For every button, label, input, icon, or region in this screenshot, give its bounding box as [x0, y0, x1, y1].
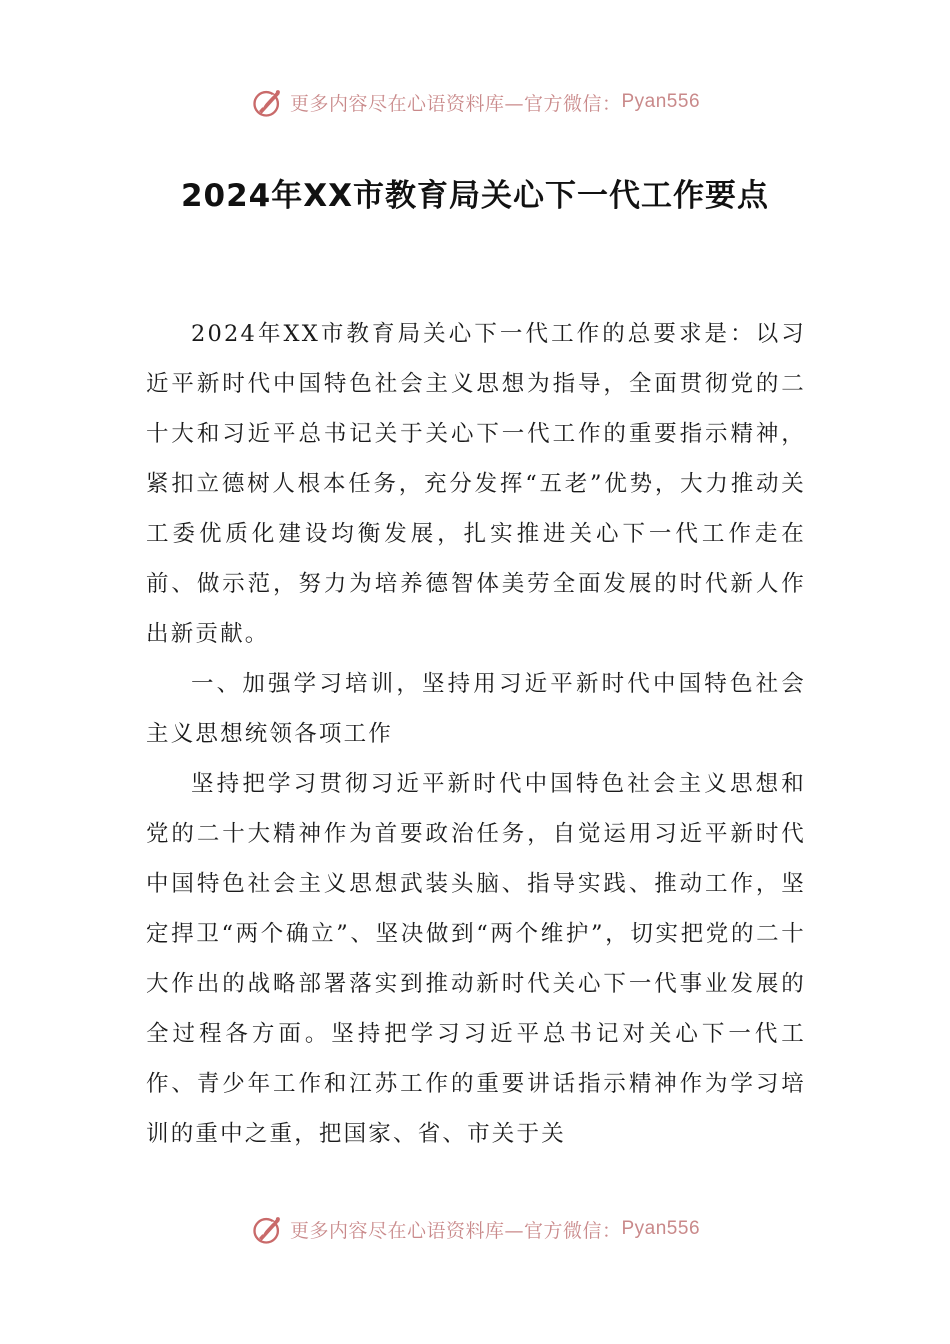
footer-watermark — [0, 1209, 950, 1249]
paragraph-section-1: 坚持把学习贯彻习近平新时代中国特色社会主义思想和党的二十大精神作为首要政治任务，自觉运用习近平新时代中国特色社会主义思想武装头脑、指导实践、推动工作，坚定捍卫“两个确立”、坚决做到“两个维护”，切实把党的二十大作出的战略部署落实到推动新时代关心下一代事业发展的全过程各方面。坚持把学习习近平总书记对关心下一代工作、青少年工作和江苏工作的重要讲话指示精神作为学习培训的重中之重，把国家、省、市关于关 — [146, 771, 806, 1147]
document-body — [146, 309, 806, 1159]
watermark-text: 更多内容尽在心语资料库—官方微信： — [289, 1219, 622, 1242]
quill-seal-icon — [250, 84, 286, 120]
paragraph-intro: 2024年XX市教育局关心下一代工作的总要求是：以习近平新时代中国特色社会主义思想为指导，全面贯彻党的二十大和习近平总书记关于关心下一代工作的重要指示精神，紧扣立德树人根本任务，充分发挥“五老”优势，大力推动关工委优质化建设均衡发展，扎实推进关心下一代工作走在前、做示范，努力为培养德智体美劳全面发展的时代新人作出新贡献。 — [146, 321, 806, 647]
document-title: 2024年XX市教育局关心下一代工作要点 — [180, 178, 770, 214]
watermark-text: 更多内容尽在心语资料库—官方微信： — [289, 92, 622, 115]
watermark-wechat-id: Pyan556 — [621, 91, 701, 112]
header-watermark — [0, 82, 950, 122]
section-heading-1: 一、加强学习培训，坚持用习近平新时代中国特色社会主义思想统领各项工作 — [146, 671, 806, 747]
quill-seal-icon — [250, 1211, 286, 1247]
watermark-wechat-id: Pyan556 — [621, 1218, 701, 1239]
